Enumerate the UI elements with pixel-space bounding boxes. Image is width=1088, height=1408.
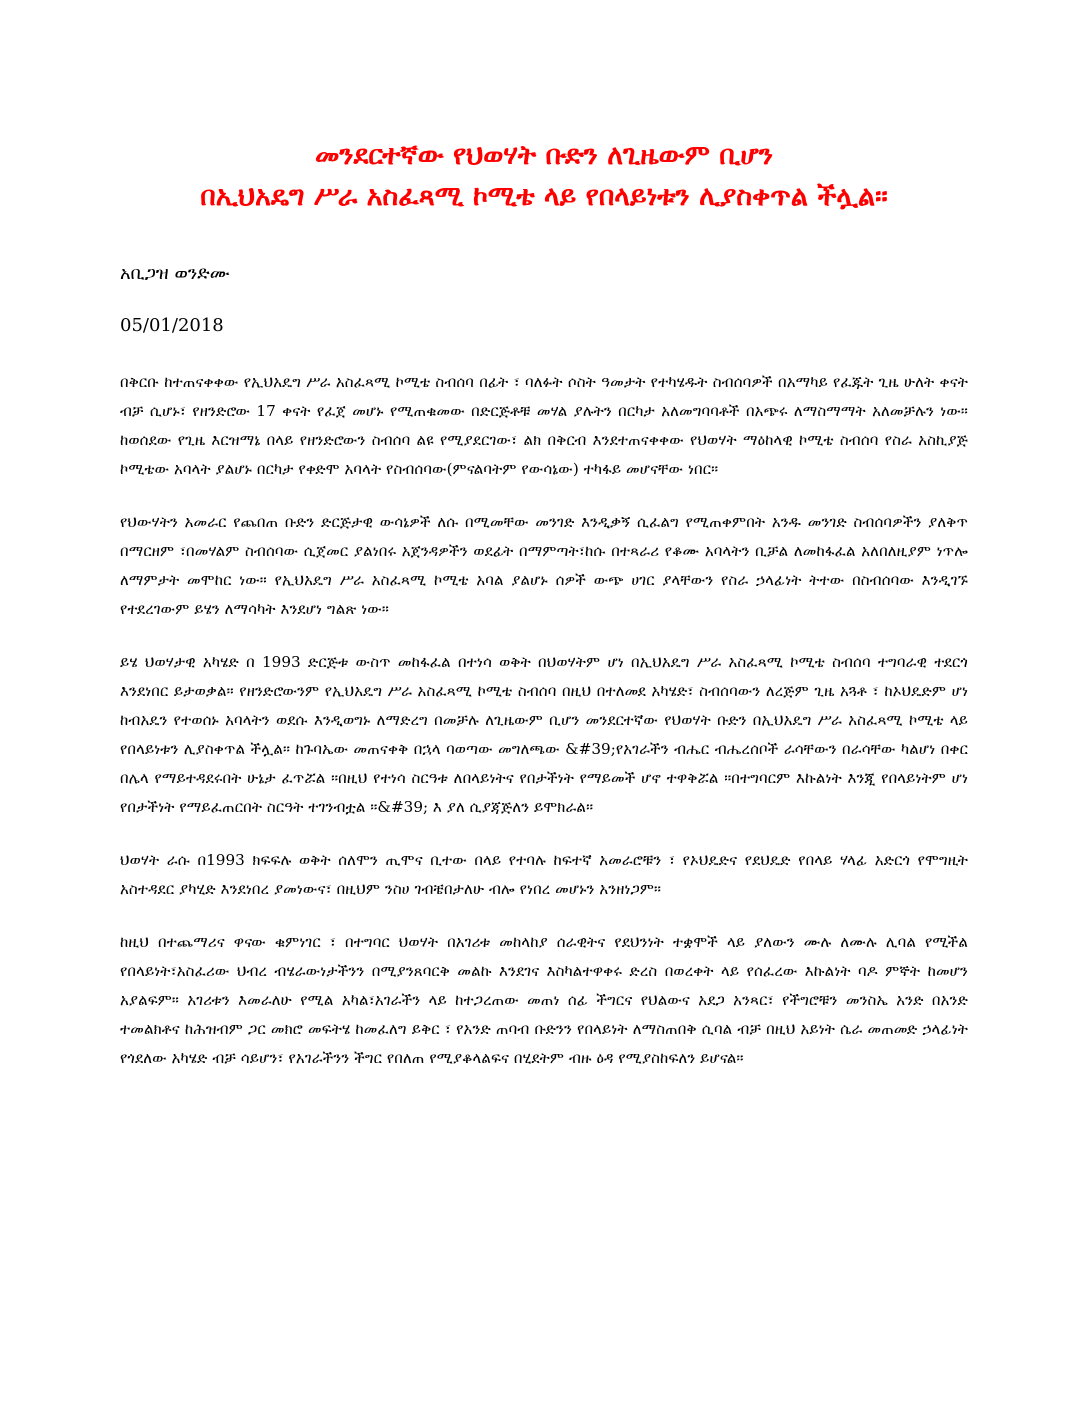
paragraph-4: ህወሃት ራሱ በ1993 ክፍፍሉ ወቅት ሰለሞን ጢሞና ቢተው በላይ የተባሉ ከፍተኛ አመራሮቹን ፣ የኦህዴድና የደህዴድ የበላይ ሃላፊ አድርጎ የሞግዚት አስተዳደር ያካሂድ እንደነበረ ያመነውና፣ በዚህም ንስሀ ገብቼበታለሁ ብሎ የነበረ መሆኑን አንዘነጋም። (120, 851, 968, 898)
paragraph-3: ይሄ ህወሃታዊ አካሄድ በ 1993 ድርጅቱ ውስጥ መከፋፈል በተነሳ ወቅት በህወሃትም ሆነ በኢህአዴግ ሥራ አስፈጻሚ ኮሚቴ ስብሰባ ተግባራዊ ተደርጎ እንደነበር ይታወቃል። የዘንድሮውንም የኢህአዴግ ሥራ አስፈጻሚ ኮሚቴ ስብሰባ በዚህ በተለመደ አካሄድ፣ ስብሰባውን ለረጅም ጊዜ አጓቶ ፣ ከኦህዴድም ሆነ ከብአዴን የተወሰኑ አባላትን ወደሱ እንዲወግኑ ለማድረግ በመቻሉ ለጊዜውም ቢሆን መንደርተኛው የህወሃት ቡድን በኢህአዴግ ሥራ አስፈጻሚ ኮሚቴ ላይ የበላይነቱን ሊያስቀጥል ችሏል። ከጉባኤው መጠናቀቅ በኋላ ባወጣው መግለጫው &#39;የአገራችን ብሔር ብሔረሰቦች ራሳቸውን በራሳቸው ካልሆነ በቀር በሌላ የማይተዳደሩበት ሁኔታ ፈጥሯል ።በዚህ የተነሳ ስርዓቱ ለበላይነትና የበታችነት የማይመች ሆኖ ተዋቅሯል ።በተግባርም እኩልነት እንጂ የበላይነትም ሆነ የበታችነት የማይፈጠርበት ስርዓት ተገንብቷል ።&#39; እ ያለ ሲያጃጅለን ይሞክራል። (120, 653, 968, 816)
paragraph-5: ከዚህ በተጨማሪና ዋናው ቁምነገር ፣ በተግባር ህወሃት በአገሪቱ መከላከያ ሰራዊትና የደህንነት ተቋሞች ላይ ያለውን ሙሉ ለሙሉ ሊባል የሚችል የበላይነት፣አስፈሪው ህብረ ብሄራውነታችንን በሚያንጸባርቅ መልኩ እንደገና እስካልተዋቀሩ ድረስ በወረቀት ላይ የሰፈረው እኩልነት ባዶ ምኞት ከመሆን አያልፍም። አገሪቱን እመራለሁ የሚል አካል፣አገራችን ላይ ከተጋረጠው መጠነ ሰፊ ችግርና የህልውና አደጋ አንጻር፣ የችግሮቹን መንስኤ አንድ በአንድ ተመልክቶና ከሕዝብም ጋር መክሮ መፍትሄ ከመፈለግ ይቅር ፣ የአንድ ጠባብ ቡድንን የበላይነት ለማስጠበቅ ሲባል ብቻ በዚህ አይነት ሴራ መጠመድ ኃላፊነት የጎደለው አካሄድ ብቻ ሳይሆን፣ የአገራችንን ችግር የበለጠ የሚያቆላልፍና በሂደትም ብዙ ዕዳ የሚያስከፍለን ይሆናል። (120, 933, 968, 1067)
paragraph-1: በቅርቡ ከተጠናቀቀው የኢህአዴግ ሥራ አስፈጻሚ ኮሚቴ ስብሰባ በፊት ፣ ባለፉት ሶስት ዓመታት የተካሄዱት ስብሰባዎች በአማካይ የፈጁት ጊዜ ሁለት ቀናት ብቻ ሲሆኑ፣ የዘንድሮው 17 ቀናት የፈጀ መሆኑ የሚጠቁመው በድርጅቶቹ መሃል ያሉትን በርካታ አለመግባባቶች በአጭሩ ለማስማማት አለመቻሉን ነው። ከወሰደው የጊዜ እርዝማኔ በላይ የዘንድሮውን ስብሰባ ልዩ የሚያደርገው፣ ልክ በቅርብ እንደተጠናቀቀው የህወሃት ማዕከላዊ ኮሚቴ ስብሰባ የስራ አስኪያጅ ኮሚቴው አባላት ያልሆኑ በርካታ የቀድሞ አባላት የስብሰባው(ምናልባትም የውሳኔው) ተካፋይ መሆናቸው ነበር። (120, 373, 968, 478)
article-body (120, 368, 968, 1097)
title-line-1: መንደርተኛው የህወሃት ቡድን ለጊዜውም ቢሆን (315, 140, 773, 171)
author-byline: አቢጋዝ ወንድሙ (120, 263, 230, 284)
publication-date: 05/01/2018 (120, 315, 224, 336)
document-title (120, 135, 968, 217)
title-line-2: በኢህአዴግ ሥራ አስፈጻሚ ኮሚቴ ላይ የበላይነቱን ሊያስቀጥል ችሏል። (200, 181, 888, 212)
paragraph-2: የህውሃትን አመራር የጨበጠ ቡድን ድርጅታዊ ውሳኔዎች ለሱ በሚመቸው መንገድ እንዲቃኝ ሲፈልግ የሚጠቀምበት አንዱ መንገድ ስብሰባዎችን ያለቅጥ በማርዘም ፣በመሃልም ስብሰባው ሲጀመር ያልነበሩ አጀንዳዎችን ወደፊት በማምጣት፣ከሱ በተጻራሪ የቆሙ አባላትን ቢቻል ለመከፋፈል አለበለዚያም ነጥሎ ለማምታት መሞከር ነው። የኢህአዴግ ሥራ አስፈጻሚ ኮሚቴ አባል ያልሆኑ ሰዎች ውጭ ሀገር ያላቸውን የስራ ኃላፊነት ትተው በስብሰባው እንዲገኙ የተደረገውም ይሄን ለማሳካት እንደሆነ ግልጽ ነው። (120, 513, 968, 618)
